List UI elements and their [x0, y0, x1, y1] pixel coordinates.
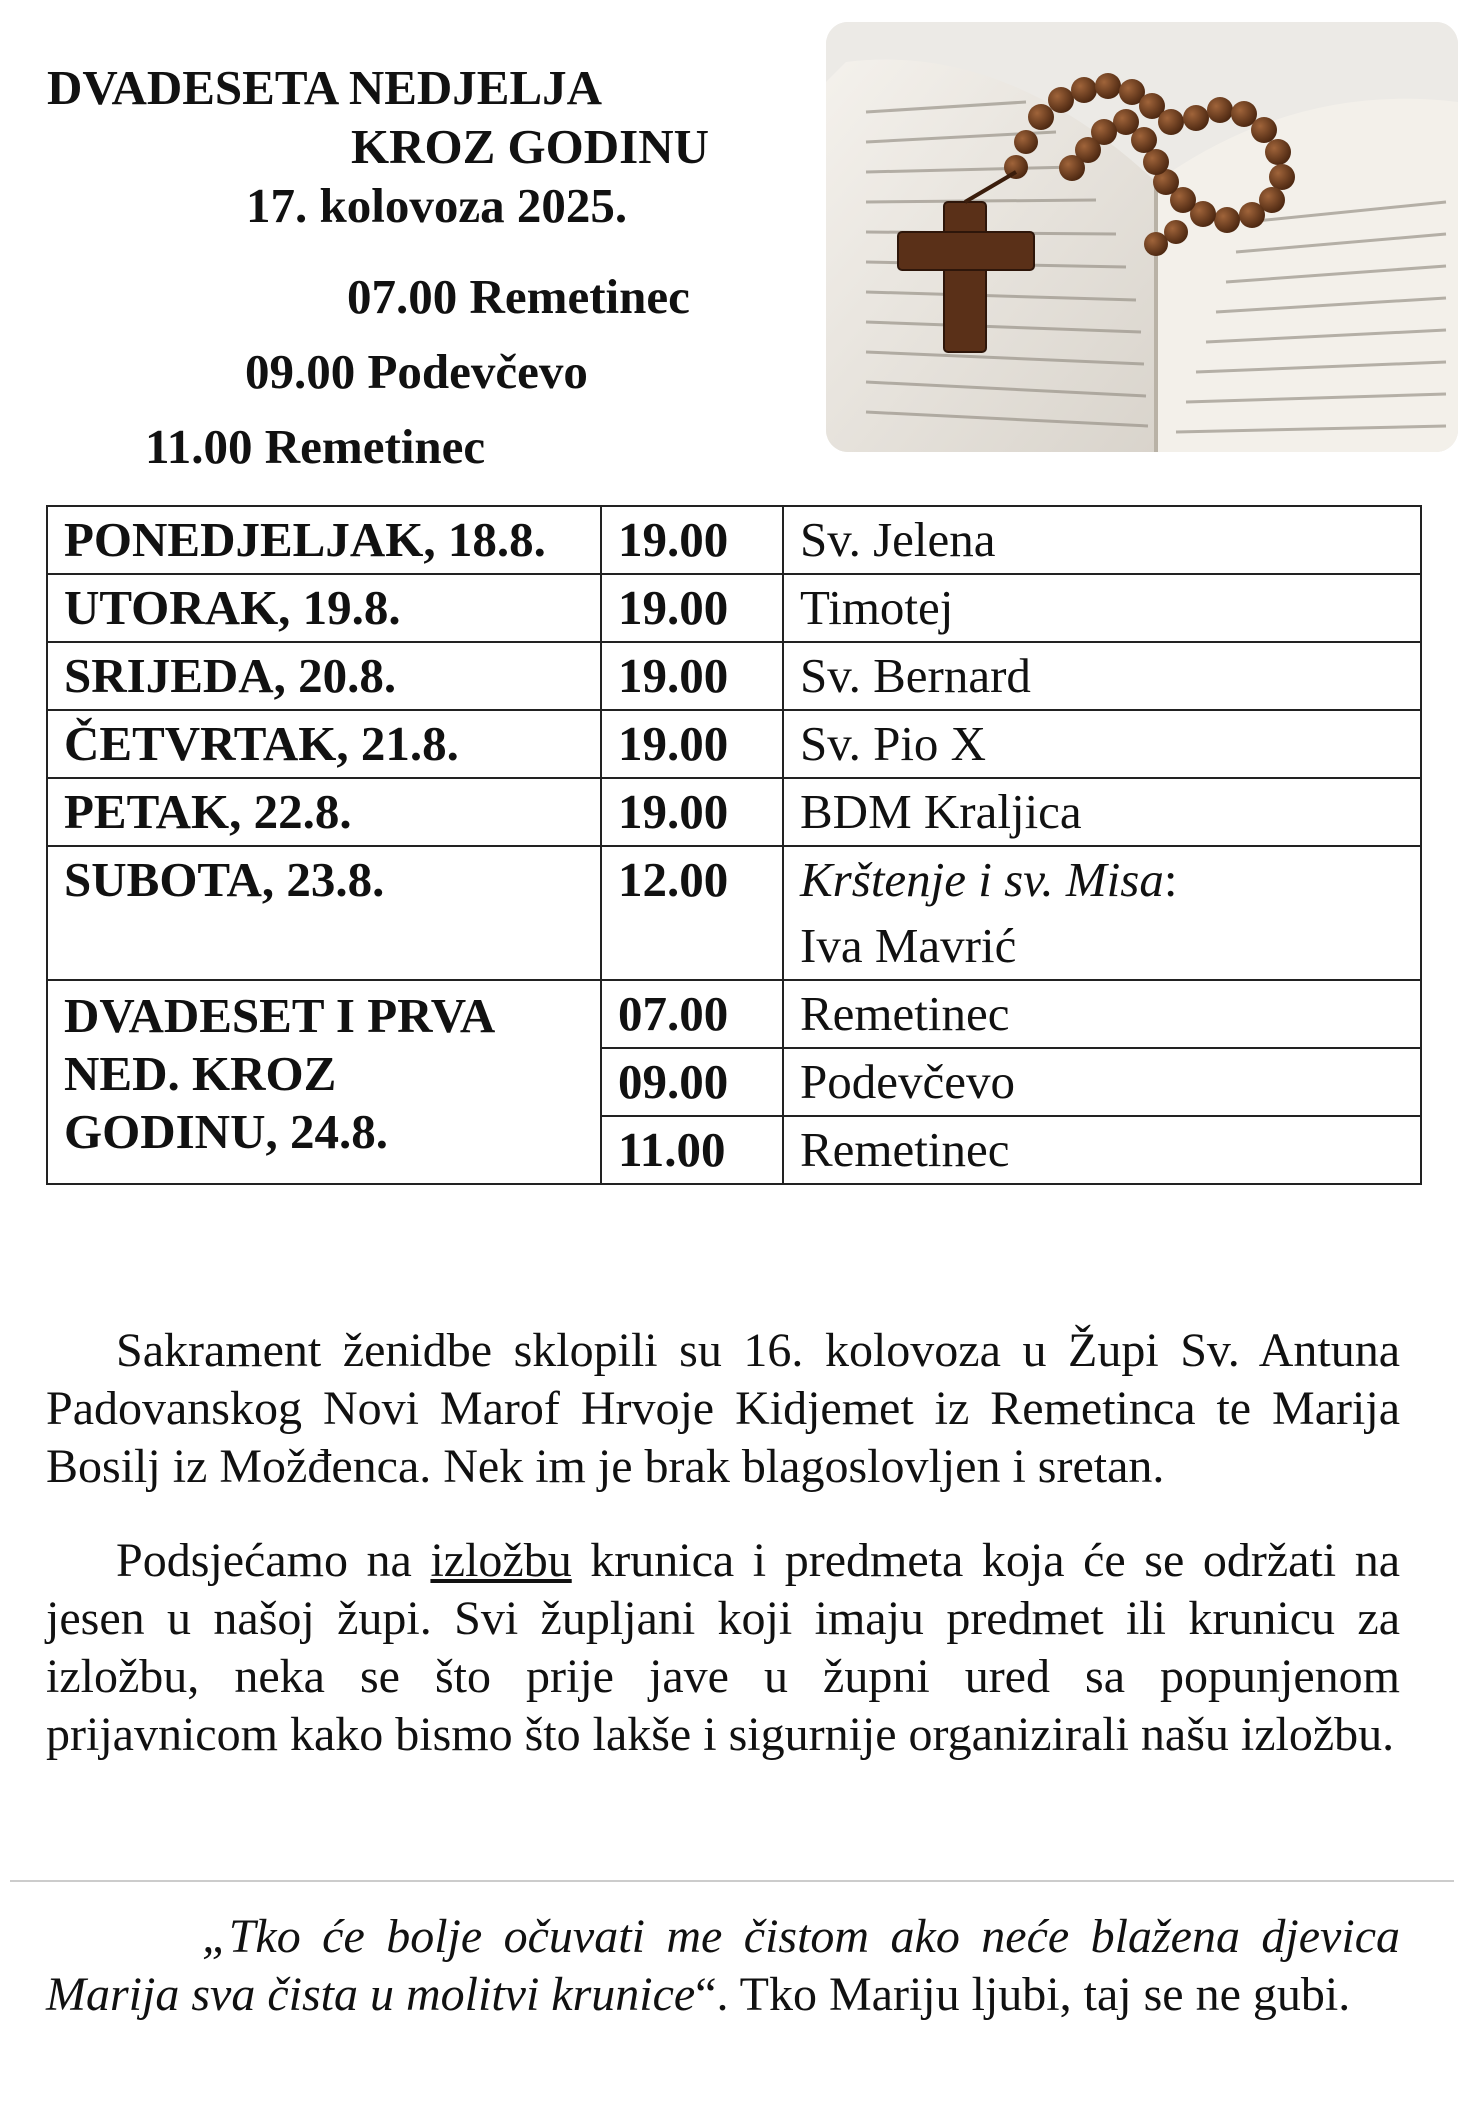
next-sunday-line-1: DVADESET I PRVA — [64, 988, 496, 1043]
schedule-time: 11.00 — [601, 1116, 783, 1184]
schedule-desc: Sv. Pio X — [783, 710, 1421, 778]
rosary-bible-image — [826, 22, 1458, 452]
schedule-time: 07.00 — [601, 980, 783, 1048]
quote-italic: „Tko će bolje očuvati me čistom ako neće blažena djevica Marija sva čista u molitvi krunice — [46, 1910, 1400, 2021]
next-sunday-day — [47, 980, 601, 1184]
schedule-desc: BDM Kraljica — [783, 778, 1421, 846]
schedule-desc: Podevčevo — [783, 1048, 1421, 1116]
schedule-day: ČETVRTAK, 21.8. — [47, 710, 601, 778]
exhibition-text-start: Podsjećamo na — [116, 1534, 431, 1587]
schedule-desc: Sv. Bernard — [783, 642, 1421, 710]
schedule-desc — [783, 846, 1421, 980]
schedule-desc: Timotej — [783, 574, 1421, 642]
table-row — [47, 710, 1421, 778]
quote-plain: “. Tko Mariju ljubi, taj se ne gubi. — [695, 1968, 1351, 2021]
baptism-colon: : — [1163, 852, 1178, 907]
schedule-day: PETAK, 22.8. — [47, 778, 601, 846]
table-row — [47, 980, 1421, 1048]
schedule-time: 19.00 — [601, 574, 783, 642]
weekly-schedule-table — [46, 505, 1422, 1185]
schedule-day: UTORAK, 19.8. — [47, 574, 601, 642]
schedule-desc: Remetinec — [783, 1116, 1421, 1184]
schedule-time: 09.00 — [601, 1048, 783, 1116]
schedule-time: 12.00 — [601, 846, 783, 980]
table-row — [47, 846, 1421, 980]
schedule-time: 19.00 — [601, 642, 783, 710]
sunday-mass-2: 09.00 Podevčevo — [245, 344, 588, 399]
baptism-name: Iva Mavrić — [800, 918, 1017, 973]
title-date: 17. kolovoza 2025. — [246, 178, 628, 233]
sunday-mass-1: 07.00 Remetinec — [347, 269, 690, 324]
schedule-time: 19.00 — [601, 506, 783, 574]
table-row — [47, 642, 1421, 710]
title-line-2: KROZ GODINU — [351, 119, 710, 174]
rosary-on-open-bible-photo-icon — [826, 22, 1458, 452]
schedule-time: 19.00 — [601, 778, 783, 846]
schedule-desc: Sv. Jelena — [783, 506, 1421, 574]
sunday-mass-3: 11.00 Remetinec — [145, 419, 486, 474]
exhibition-announcement — [46, 1532, 1400, 1764]
exhibition-text-rest: krunica i predmeta koja će se održati na jesen u našoj župi. Svi župljani koji imaju predmet ili krunicu za izložbu, neka se što prije jave u župni ured sa popunjenom prijavnicom kako bismo što lakše i sigurnije organizirali našu izložbu. — [46, 1534, 1401, 1761]
next-sunday-line-2: NED. KROZ — [64, 1046, 337, 1101]
closing-quote — [46, 1908, 1400, 2024]
table-row — [47, 778, 1421, 846]
exhibition-link-word: izložbu — [430, 1534, 572, 1587]
schedule-day: PONEDJELJAK, 18.8. — [47, 506, 601, 574]
table-row — [47, 574, 1421, 642]
schedule-day: SUBOTA, 23.8. — [47, 846, 601, 980]
schedule-desc: Remetinec — [783, 980, 1421, 1048]
title-line-1: DVADESETA NEDJELJA — [47, 60, 603, 115]
section-divider — [10, 1880, 1454, 1882]
schedule-day: SRIJEDA, 20.8. — [47, 642, 601, 710]
baptism-label: Krštenje i sv. Misa — [800, 852, 1164, 907]
next-sunday-line-3: GODINU, 24.8. — [64, 1104, 388, 1159]
wedding-announcement: Sakrament ženidbe sklopili su 16. kolovoza u Župi Sv. Antuna Padovanskog Novi Marof Hrvoje Kidjemet iz Remetinca te Marija Bosilj iz Možđenca. Nek im je brak blagoslovljen i sretan. — [46, 1324, 1400, 1493]
table-row — [47, 506, 1421, 574]
schedule-time: 19.00 — [601, 710, 783, 778]
